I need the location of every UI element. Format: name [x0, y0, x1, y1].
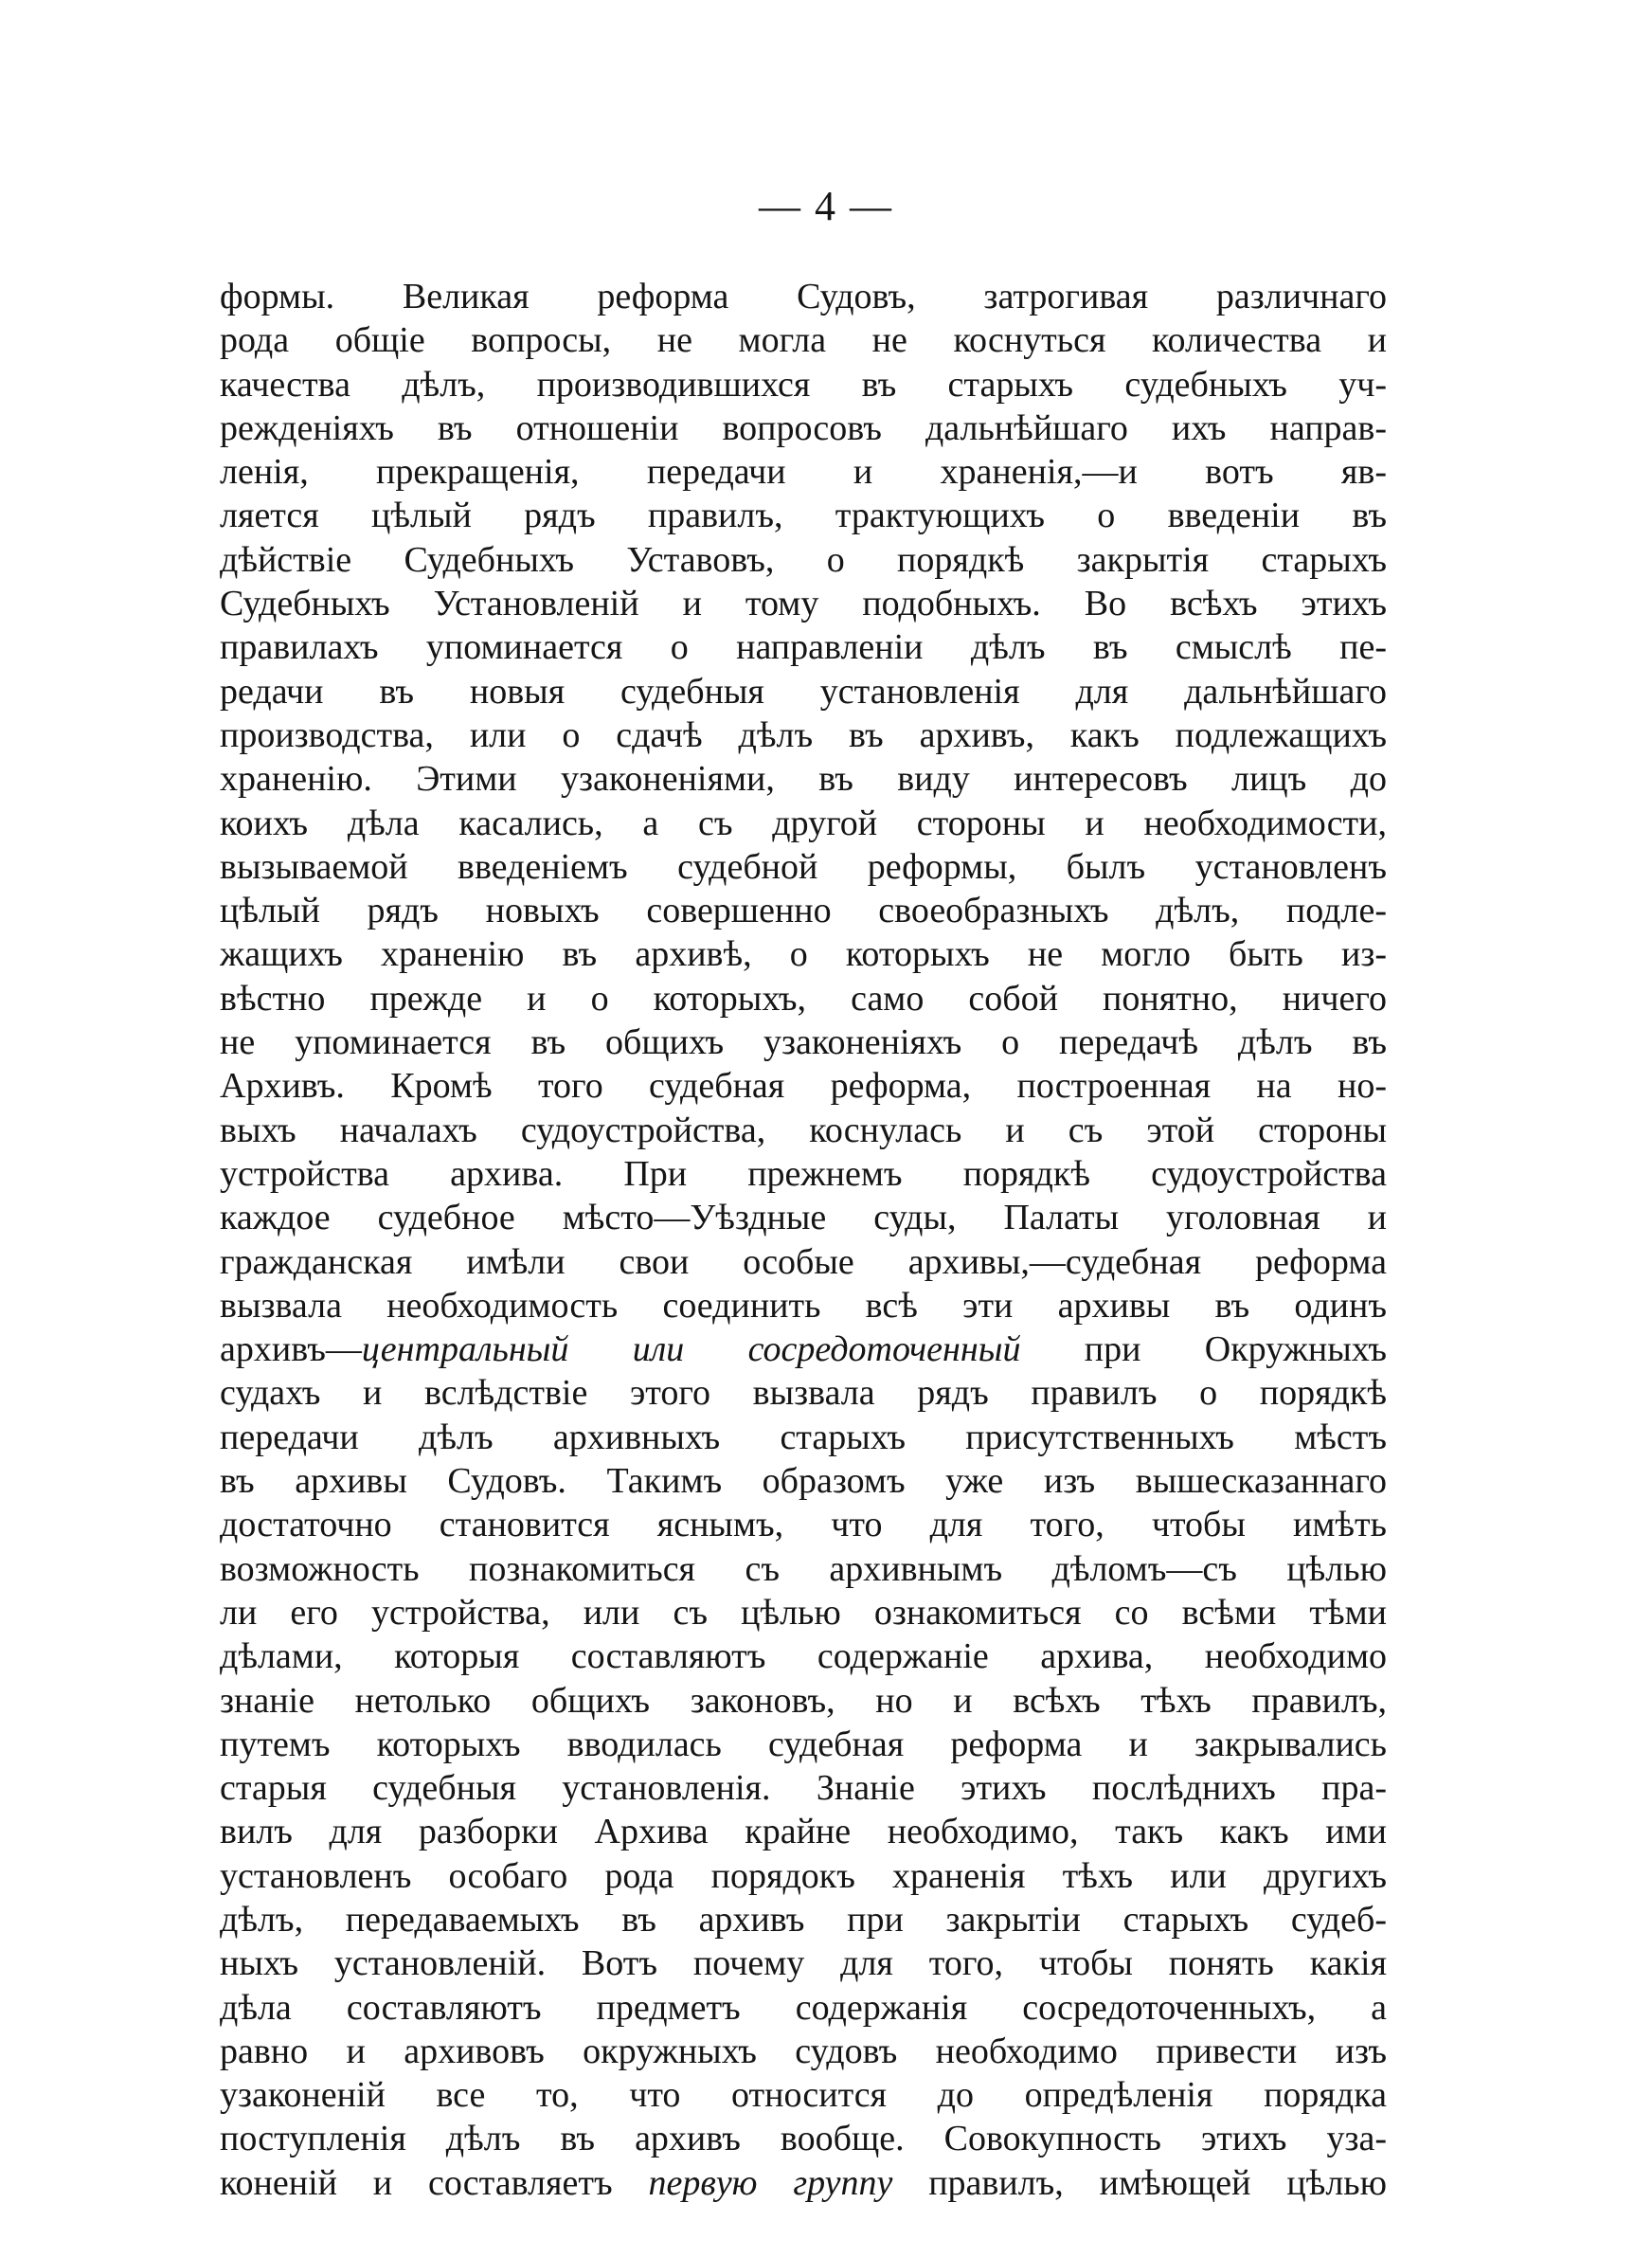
text-segment: дѣлъ, передаваемыхъ въ архивъ при закрытіи старыхъ судеб-	[220, 1899, 1387, 1940]
text-segment: правилъ, имѣющей цѣлью	[892, 2162, 1387, 2203]
text-segment: архивъ—	[220, 1329, 362, 1370]
text-line	[220, 1810, 1387, 1853]
text-line	[220, 1898, 1387, 1941]
text-line	[220, 1240, 1387, 1284]
text-segment: рода общіе вопросы, не могла не коснуться количества и	[220, 320, 1387, 361]
text-segment: въ архивы Судовъ. Такимъ образомъ уже изъ вышесказаннаго	[220, 1461, 1387, 1502]
text-segment: вызвала необходимость соединить всѣ эти архивы въ одинъ	[220, 1285, 1387, 1326]
text-line	[220, 802, 1387, 845]
text-line	[220, 1679, 1387, 1723]
text-line	[220, 845, 1387, 889]
text-segment: поступленія дѣлъ въ архивъ вообще. Совокупность этихъ уза-	[220, 2119, 1387, 2159]
text-line	[220, 1591, 1387, 1634]
text-segment: вызываемой введеніемъ судебной реформы, былъ установленъ	[220, 846, 1387, 887]
text-line	[220, 977, 1387, 1020]
text-line	[220, 318, 1387, 362]
text-segment: каждое судебное мѣсто—Уѣздные суды, Палаты уголовная и	[220, 1198, 1387, 1238]
text-line	[220, 1854, 1387, 1898]
text-segment: вилъ для разборки Архива крайне необходимо, такъ какъ ими	[220, 1812, 1387, 1852]
text-line	[220, 494, 1387, 537]
text-segment: храненію. Этими узаконеніями, въ виду интересовъ лицъ до	[220, 759, 1387, 800]
body-text	[220, 275, 1387, 2205]
text-line	[220, 2161, 1387, 2205]
italic-text: первую группу	[648, 2162, 893, 2203]
text-segment: формы. Великая реформа Судовъ, затрогивая различнаго	[220, 277, 1387, 316]
text-segment: вѣстно прежде и о которыхъ, само собой понятно, ничего	[220, 978, 1387, 1019]
text-segment: Судебныхъ Установленій и тому подобныхъ. Во всѣхъ этихъ	[220, 584, 1387, 624]
text-segment: Архивъ. Кромѣ того судебная реформа, построенная на но-	[220, 1066, 1387, 1107]
text-segment: дѣлами, которыя составляютъ содержаніе архива, необходимо	[220, 1636, 1387, 1677]
text-line	[220, 1723, 1387, 1766]
text-line	[220, 1020, 1387, 1064]
text-line	[220, 670, 1387, 713]
text-segment: старыя судебныя установленія. Знаніе этихъ послѣднихъ пра-	[220, 1768, 1387, 1809]
text-line	[220, 2073, 1387, 2117]
text-segment: правилахъ упоминается о направленіи дѣлъ въ смыслѣ пе-	[220, 627, 1387, 668]
text-line	[220, 1064, 1387, 1108]
text-line	[220, 625, 1387, 669]
text-segment: ленія, прекращенія, передачи и храненія,—и вотъ яв-	[220, 452, 1387, 493]
text-line	[220, 1547, 1387, 1591]
text-segment: достаточно становится яснымъ, что для того, чтобы имѣть	[220, 1505, 1387, 1545]
text-segment: при Окружныхъ	[1020, 1329, 1387, 1370]
text-segment: судахъ и вслѣдствіе этого вызвала рядъ правилъ о порядкѣ	[220, 1373, 1387, 1414]
text-line	[220, 713, 1387, 757]
text-line	[220, 757, 1387, 801]
text-segment: передачи дѣлъ архивныхъ старыхъ присутственныхъ мѣстъ	[220, 1417, 1387, 1457]
text-line	[220, 538, 1387, 582]
text-line	[220, 363, 1387, 406]
text-line	[220, 1503, 1387, 1546]
text-line	[220, 1766, 1387, 1810]
text-line	[220, 450, 1387, 494]
text-line	[220, 889, 1387, 932]
text-segment: производства, или о сдачѣ дѣлъ въ архивъ, какъ подлежащихъ	[220, 714, 1387, 755]
text-line	[220, 1986, 1387, 2030]
text-line	[220, 1634, 1387, 1678]
text-segment: возможность познакомиться съ архивнымъ дѣломъ—съ цѣлью	[220, 1548, 1387, 1589]
text-line	[220, 1459, 1387, 1503]
text-segment: коихъ дѣла касались, а съ другой стороны и необходимости,	[220, 803, 1387, 843]
text-segment: ли его устройства, или съ цѣлью ознакомиться со всѣми тѣми	[220, 1592, 1387, 1633]
text-segment: ныхъ установленій. Вотъ почему для того, чтобы понять какія	[220, 1943, 1387, 1984]
text-line	[220, 1109, 1387, 1152]
text-line	[220, 406, 1387, 450]
text-line	[220, 582, 1387, 625]
text-segment: путемъ которыхъ вводилась судебная реформа и закрывались	[220, 1724, 1387, 1764]
text-line	[220, 1284, 1387, 1327]
text-segment: устройства архива. При прежнемъ порядкѣ судоустройства	[220, 1153, 1387, 1194]
text-line	[220, 1416, 1387, 1459]
text-line	[220, 1196, 1387, 1239]
text-segment: цѣлый рядъ новыхъ совершенно своеобразныхъ дѣлъ, подле-	[220, 891, 1387, 931]
text-segment: дѣла составляютъ предметъ содержанія сосредоточенныхъ, а	[220, 1987, 1387, 2028]
page-number: — 4 —	[759, 183, 893, 229]
text-line	[220, 2117, 1387, 2160]
text-line	[220, 932, 1387, 976]
text-segment: знаніе нетолько общихъ законовъ, но и всѣхъ тѣхъ правилъ,	[220, 1680, 1387, 1721]
text-segment: редачи въ новыя судебныя установленія для дальнѣйшаго	[220, 671, 1387, 712]
text-segment: жащихъ храненію въ архивѣ, о которыхъ не могло быть из-	[220, 934, 1387, 975]
text-line	[220, 2030, 1387, 2073]
text-line	[220, 275, 1387, 318]
text-segment: узаконеній все то, что относится до опредѣленія порядка	[220, 2075, 1387, 2116]
text-segment: гражданская имѣли свои особые архивы,—судебная реформа	[220, 1241, 1387, 1282]
text-segment: режденіяхъ въ отношеніи вопросовъ дальнѣйшаго ихъ направ-	[220, 407, 1387, 448]
text-segment: качества дѣлъ, производившихся въ старыхъ судебныхъ уч-	[220, 364, 1387, 405]
text-segment: дѣйствіе Судебныхъ Уставовъ, о порядкѣ закрытія старыхъ	[220, 539, 1387, 580]
italic-text: центральный или сосредоточенный	[361, 1329, 1021, 1370]
text-line	[220, 1371, 1387, 1415]
text-segment: выхъ началахъ судоустройства, коснулась и съ этой стороны	[220, 1110, 1387, 1150]
text-segment: коненій и составляетъ	[220, 2162, 649, 2203]
text-line	[220, 1152, 1387, 1196]
text-segment: не упоминается въ общихъ узаконеніяхъ о передачѣ дѣлъ въ	[220, 1022, 1387, 1063]
text-line	[220, 1327, 1387, 1371]
text-segment: установленъ особаго рода порядокъ храненія тѣхъ или другихъ	[220, 1855, 1387, 1896]
text-segment: ляется цѣлый рядъ правилъ, трактующихъ о введеніи въ	[220, 496, 1387, 536]
text-line	[220, 1941, 1387, 1985]
text-segment: равно и архивовъ окружныхъ судовъ необходимо привести изъ	[220, 2031, 1387, 2071]
